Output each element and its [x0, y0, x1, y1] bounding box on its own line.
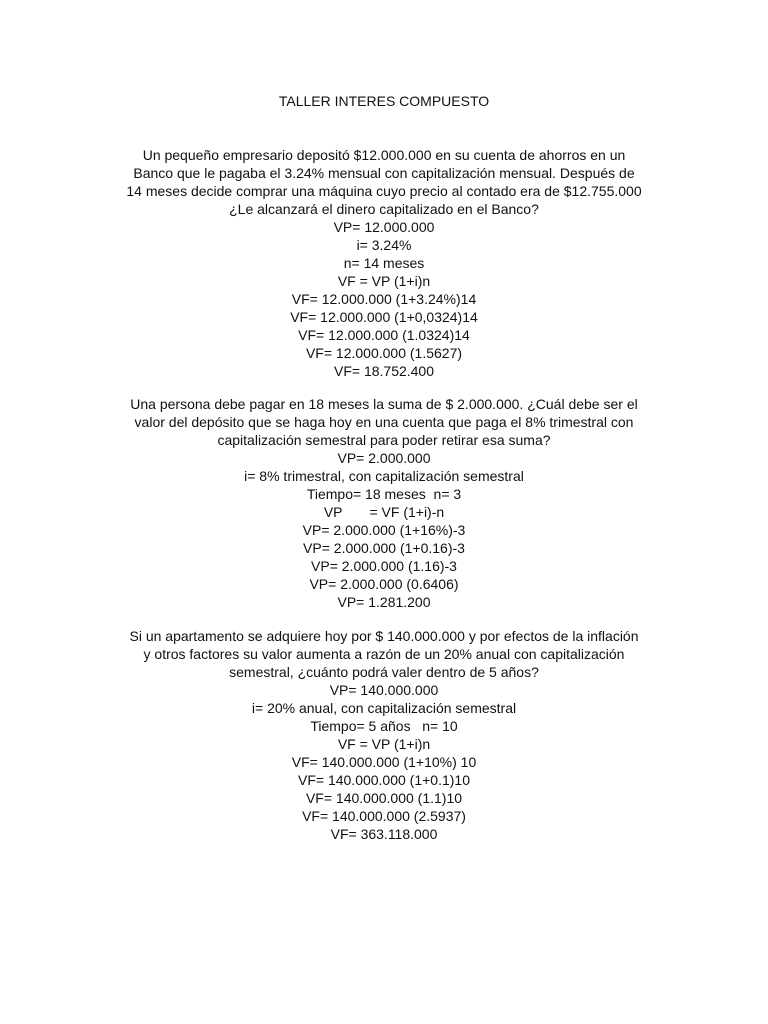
problem-1-solution-line: VF = VP (1+i)n — [337, 273, 431, 289]
problem-2-solution-line: Tiempo= 18 meses n= 3 — [306, 486, 462, 502]
problem-3-solution-line: VF= 363.118.000 — [330, 826, 438, 842]
problem-2-statement-line: valor del depósito que se haga hoy en una cuenta que paga el 8% trimestral con — [134, 414, 634, 430]
problem-1-statement-line: ¿Le alcanzará el dinero capitalizado en el Banco? — [229, 201, 539, 217]
problem-3-statement-line: y otros factores su valor aumenta a razón de un 20% anual con capitalización — [143, 646, 625, 662]
problem-3-solution-line: VP= 140.000.000 — [329, 682, 439, 698]
problem-2-solution-line: VP= 2.000.000 (1.16)-3 — [311, 558, 457, 574]
problem-2-solution-line: VP = VF (1+i)-n — [323, 504, 445, 520]
problem-3-statement-line: semestral, ¿cuánto podrá valer dentro de 5 años? — [229, 664, 539, 680]
problem-3 — [0, 627, 768, 843]
problem-1-solution-line: VF= 12.000.000 (1+0,0324)14 — [290, 309, 478, 325]
problem-2-statement-line: Una persona debe pagar en 18 meses la suma de $ 2.000.000. ¿Cuál debe ser el — [130, 396, 638, 412]
problem-2-solution-line: i= 8% trimestral, con capitalización semestral — [244, 468, 524, 484]
problem-1-solution-line: VP= 12.000.000 — [333, 219, 435, 235]
problem-3-solution-line: VF = VP (1+i)n — [337, 736, 431, 752]
problem-3-solution-line: Tiempo= 5 años n= 10 — [310, 718, 458, 734]
problem-1-solution-line: i= 3.24% — [356, 237, 412, 253]
problem-1-statement-line: Un pequeño empresario depositó $12.000.000 en su cuenta de ahorros en un — [142, 147, 626, 163]
problem-3-solution-line: i= 20% anual, con capitalización semestral — [251, 700, 517, 716]
problem-1-solution-line: VF= 18.752.400 — [333, 363, 435, 379]
problem-3-solution-line: VF= 140.000.000 (2.5937) — [302, 808, 466, 824]
problem-1-statement-line: Banco que le pagaba el 3.24% mensual con capitalización mensual. Después de — [133, 165, 635, 181]
problem-2-solution-line: VP= 1.281.200 — [337, 594, 431, 610]
document-title: TALLER INTERES COMPUESTO — [278, 93, 490, 109]
problem-1-solution-line: VF= 12.000.000 (1.0324)14 — [298, 327, 470, 343]
problem-2-statement-line: capitalización semestral para poder retirar esa suma? — [217, 432, 551, 448]
problem-2-solution-line: VP= 2.000.000 (0.6406) — [309, 576, 459, 592]
problem-2-solution-line: VP= 2.000.000 (1+0.16)-3 — [303, 540, 465, 556]
problem-2 — [0, 395, 768, 611]
problem-1-solution-line: VF= 12.000.000 (1.5627) — [305, 345, 463, 361]
problem-1-statement-line: 14 meses decide comprar una máquina cuyo precio al contado era de $12.755.000 — [126, 183, 642, 199]
problem-1-solution-line: n= 14 meses — [343, 255, 425, 271]
problem-3-statement-line: Si un apartamento se adquiere hoy por $ 140.000.000 y por efectos de la inflación — [129, 628, 639, 644]
problem-3-solution-line: VF= 140.000.000 (1+0.1)10 — [297, 772, 471, 788]
problem-1-solution-line: VF= 12.000.000 (1+3.24%)14 — [291, 291, 477, 307]
problem-2-solution-line: VP= 2.000.000 (1+16%)-3 — [302, 522, 466, 538]
problem-3-solution-line: VF= 140.000.000 (1+10%) 10 — [291, 754, 477, 770]
problem-2-solution-line: VP= 2.000.000 — [337, 450, 431, 466]
problem-1 — [0, 146, 768, 380]
problem-3-solution-line: VF= 140.000.000 (1.1)10 — [305, 790, 463, 806]
